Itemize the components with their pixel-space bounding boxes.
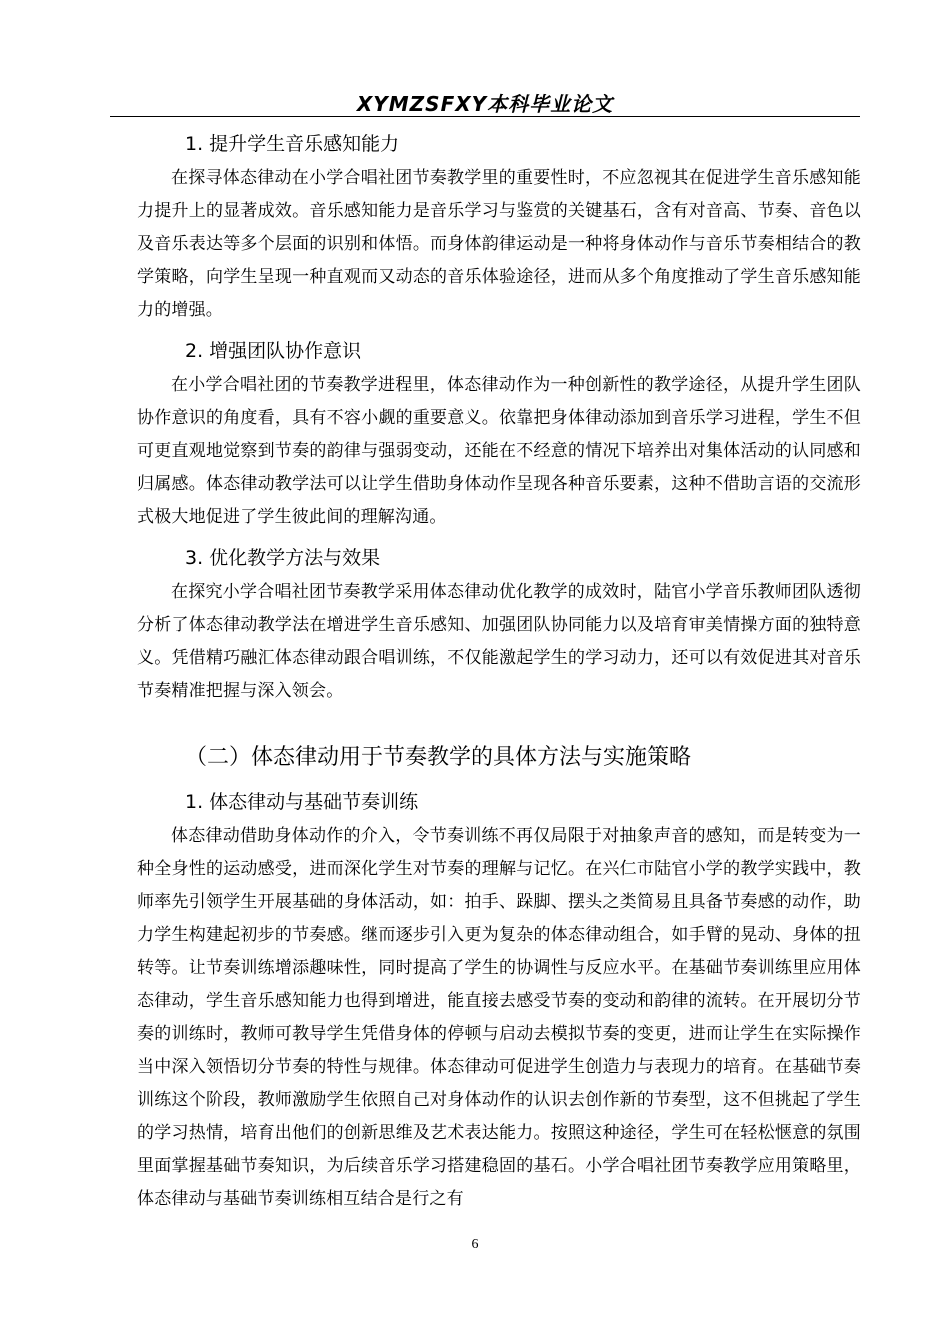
section-paragraph-2: 在小学合唱社团的节奏教学进程里，体态律动作为一种创新性的教学途径，从提升学生团队协作意识的角度看，具有不容小觑的重要意义。依靠把身体律动添加到音乐学习进程，学生不但可更直观地觉察到节奏的韵律与强弱变动，还能在不经意的情况下培养出对集体活动的认同感和归属感。体态律动教学法可以让学生借助身体动作呈现各种音乐要素，这种不借助言语的交流形式极大地促进了学生彼此间的理解沟通。 <box>137 375 861 527</box>
body-content <box>137 126 861 1222</box>
chapter-paragraph: 体态律动借助身体动作的介入，令节奏训练不再仅局限于对抽象声音的感知，而是转变为一种全身性的运动感受，进而深化学生对节奏的理解与记忆。在兴仁市陆官小学的教学实践中，教师率先引领学生开展基础的身体活动，如：拍手、跺脚、摆头之类简易且具备节奏感的动作，助力学生构建起初步的节奏感。继而逐步引入更为复杂的体态律动组合，如手臂的晃动、身体的扭转等。让节奏训练增添趣味性，同时提高了学生的协调性与反应水平。在基础节奏训练里应用体态律动，学生音乐感知能力也得到增进，能直接去感受节奏的变动和韵律的流转。在开展切分节奏的训练时，教师可教导学生凭借身体的停顿与启动去模拟节奏的变更，进而让学生在实际操作当中深入领悟切分节奏的特性与规律。体态律动可促进学生创造力与表现力的培育。在基础节奏训练这个阶段，教师激励学生依照自己对身体动作的认识去创作新的节奏型，这不但挑起了学生的学习热情，培育出他们的创新思维及艺术表达能力。按照这种途径，学生可在轻松惬意的氛围里面掌握基础节奏知识，为后续音乐学习搭建稳固的基石。小学合唱社团节奏教学应用策略里，体态律动与基础节奏训练相互结合是行之有 <box>137 826 861 1209</box>
section-heading-1: 1. 提升学生音乐感知能力 <box>185 133 400 155</box>
chapter-heading: （二）体态律动用于节奏教学的具体方法与实施策略 <box>185 745 692 770</box>
section-heading-3: 3. 优化教学方法与效果 <box>185 547 381 569</box>
page-number: 6 <box>471 1237 479 1252</box>
running-header: XYMZSFXY本科毕业论文 <box>356 92 614 116</box>
section-heading-2: 2. 增强团队协作意识 <box>185 340 362 362</box>
header-rule <box>110 116 860 117</box>
section-paragraph-3: 在探究小学合唱社团节奏教学采用体态律动优化教学的成效时，陆官小学音乐教师团队透彻分析了体态律动教学法在增进学生音乐感知、加强团队协同能力以及培育审美情操方面的独特意义。凭借精巧融汇体态律动跟合唱训练，不仅能激起学生的学习动力，还可以有效促进其对音乐节奏精准把握与深入领会。 <box>137 582 861 701</box>
section-paragraph-1: 在探寻体态律动在小学合唱社团节奏教学里的重要性时，不应忽视其在促进学生音乐感知能力提升上的显著成效。音乐感知能力是音乐学习与鉴赏的关键基石，含有对音高、节奏、音色以及音乐表达等多个层面的识别和体悟。而身体韵律运动是一种将身体动作与音乐节奏相结合的教学策略，向学生呈现一种直观而又动态的音乐体验途径，进而从多个角度推动了学生音乐感知能力的增强。 <box>137 168 861 320</box>
chapter-subheading: 1. 体态律动与基础节奏训练 <box>185 791 419 813</box>
